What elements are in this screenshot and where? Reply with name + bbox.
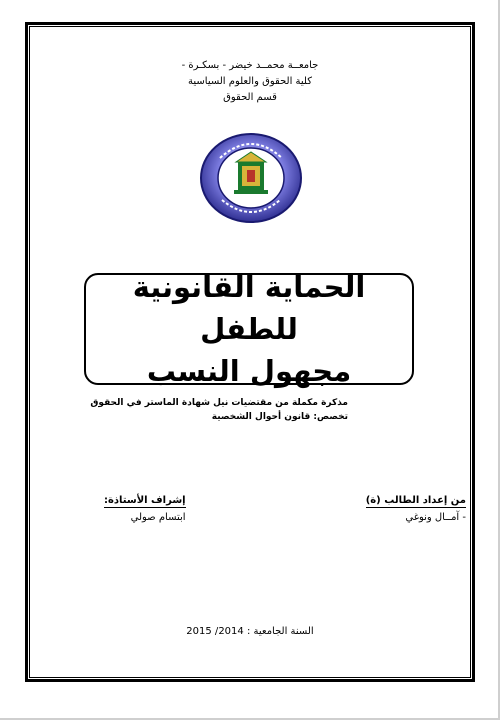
thesis-title-box — [84, 270, 414, 388]
academic-year: السنة الجامعية : 2014/ 2015 — [186, 626, 314, 637]
supervisor-label: إشراف الأستاذة: — [104, 495, 186, 506]
thesis-description — [90, 396, 348, 424]
faculty-name: كلية الحقوق والعلوم السياسية — [188, 76, 312, 87]
university-name: جامعــة محمــد خيضر - بسكـرة - — [181, 60, 319, 71]
department-name: قسم الحقوق — [223, 92, 277, 103]
prepared-by-label: من إعداد الطالب (ة) — [365, 495, 466, 506]
supervisor-name: ابتسام صولي — [130, 512, 186, 523]
student-name: - آمــال ونوغي — [405, 512, 466, 523]
specialization: تخصص: قانون أحوال الشخصية — [211, 412, 348, 422]
prepared-by-block — [366, 488, 466, 523]
thesis-title-line-1: الحماية القانونية للطفل — [132, 270, 366, 346]
supervisor-block — [104, 488, 186, 523]
thesis-title-line-2: مجهول النسب — [146, 354, 352, 388]
institution-header — [0, 58, 500, 106]
degree-statement: مذكرة مكملة من مقتضيات نيل شهادة الماستر في الحقوق — [90, 398, 348, 408]
university-seal-icon — [198, 128, 304, 226]
